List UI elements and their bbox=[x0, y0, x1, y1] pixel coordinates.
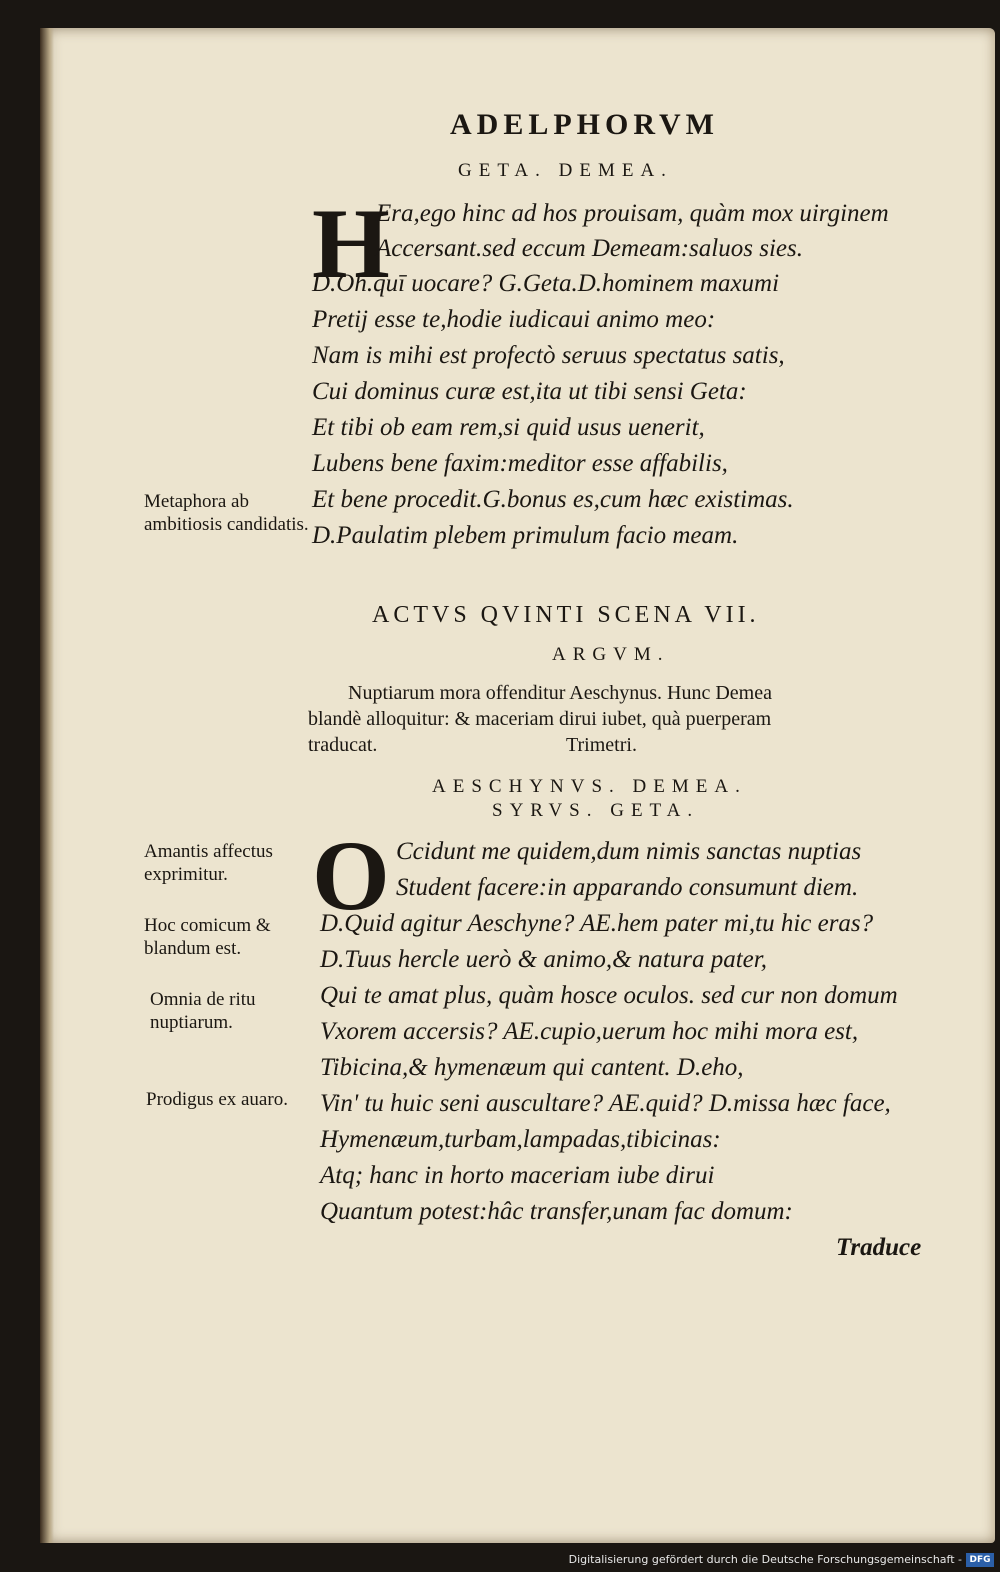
book-page bbox=[40, 28, 995, 1543]
verse-line: Vin' tu huic seni auscultare? AE.quid? D.missa hæc face, bbox=[320, 1090, 891, 1117]
verse-line: Lubens bene faxim:meditor esse affabilis, bbox=[312, 450, 728, 477]
verse-line: Hymenæum,turbam,lampadas,tibicinas: bbox=[320, 1126, 721, 1153]
scene7-speakers: SYRVS. GETA. bbox=[492, 800, 700, 821]
meter-label: Trimetri. bbox=[566, 734, 637, 756]
verse-line: Quantum potest:hâc transfer,unam fac domum: bbox=[320, 1198, 793, 1225]
argument-line: Nuptiarum mora offenditur Aeschynus. Hunc Demea bbox=[348, 682, 772, 704]
argum-label: ARGVM. bbox=[552, 644, 670, 665]
verse-line: Accersant.sed eccum Demeam:saluos sies. bbox=[376, 235, 803, 262]
scene7-heading: ACTVS QVINTI SCENA VII. bbox=[372, 602, 760, 628]
verse-line: Student facere:in apparando consumunt diem. bbox=[396, 874, 859, 901]
verse-line: Cui dominus curæ est,ita ut tibi sensi Geta: bbox=[312, 378, 747, 405]
verse-line: Ccidunt me quidem,dum nimis sanctas nuptias bbox=[396, 838, 862, 865]
verse-line: Qui te amat plus, quàm hosce oculos. sed cur non domum bbox=[320, 982, 898, 1009]
verse-line: Atq; hanc in horto maceriam iube dirui bbox=[320, 1162, 715, 1189]
verse-line: Et tibi ob eam rem,si quid usus uenerit, bbox=[312, 414, 705, 441]
verse-line: Tibicina,& hymenæum qui cantent. D.eho, bbox=[320, 1054, 744, 1081]
verse-line: D.Oh.quī uocare? G.Geta.D.hominem maxumi bbox=[312, 270, 780, 297]
margin-note: Hoc comicum & blandum est. bbox=[144, 915, 271, 959]
scene6-dropcap: H bbox=[312, 188, 390, 299]
verse-line: D.Tuus hercle uerò & animo,& natura pater, bbox=[320, 946, 767, 973]
scene7-dropcap: O bbox=[312, 820, 390, 931]
scene6-speakers: GETA. DEMEA. bbox=[458, 160, 673, 181]
verse-line: Et bene procedit.G.bonus es,cum hæc existimas. bbox=[312, 486, 794, 513]
dfg-logo: DFG bbox=[966, 1553, 994, 1567]
verse-line: Nam is mihi est profectò seruus spectatus satis, bbox=[312, 342, 785, 369]
page-gutter bbox=[40, 28, 54, 1543]
footer-credit: Digitalisierung gefördert durch die Deutsche Forschungsgemeinschaft - bbox=[568, 1553, 962, 1566]
verse-line: D.Paulatim plebem primulum facio meam. bbox=[312, 522, 739, 549]
verse-line: D.Quid agitur Aeschyne? AE.hem pater mi,tu hic eras? bbox=[320, 910, 874, 937]
argument-line: traducat. bbox=[308, 734, 378, 756]
verse-line: Pretij esse te,hodie iudicaui animo meo: bbox=[312, 306, 716, 333]
catchword: Traduce bbox=[836, 1234, 922, 1261]
margin-note: Metaphora ab ambitiosis candidatis. bbox=[144, 491, 309, 535]
verse-line: Era,ego hinc ad hos prouisam, quàm mox uirginem bbox=[376, 200, 889, 227]
argument-line: blandè alloquitur: & maceriam dirui iubet, quà puerperam bbox=[308, 708, 772, 730]
margin-note: Amantis affectus exprimitur. bbox=[144, 841, 273, 885]
scene7-speakers: AESCHYNVS. DEMEA. bbox=[432, 776, 747, 797]
running-title: ADELPHORVM bbox=[450, 108, 719, 141]
margin-note: Prodigus ex auaro. bbox=[146, 1089, 288, 1110]
margin-note: Omnia de ritu nuptiarum. bbox=[150, 989, 256, 1033]
verse-line: Vxorem accersis? AE.cupio,uerum hoc mihi mora est, bbox=[320, 1018, 859, 1045]
